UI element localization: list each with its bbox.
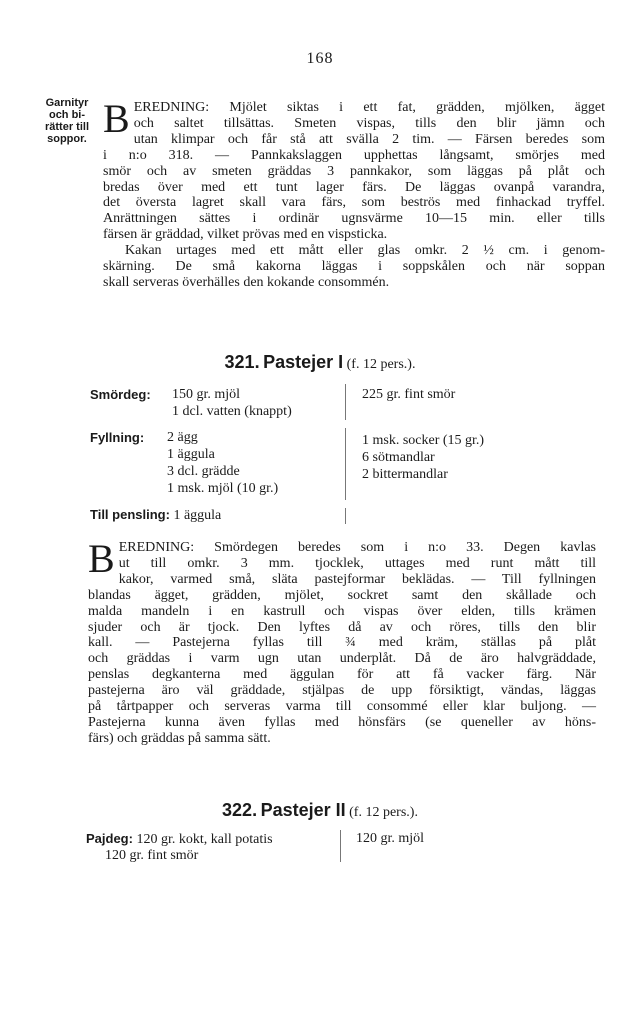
text-line: malda mandeln i en kastrull och vispas över elden, tills krämen <box>88 603 596 619</box>
text-line: sjuder och är tjock. Den lyftes då av och röres, tills den blir <box>88 619 596 635</box>
margin-note <box>34 97 100 145</box>
margin-note-line: och bi- <box>48 109 86 121</box>
dropcap: B <box>103 96 130 141</box>
text-line: och saltet tillsättas. Smeten vispas, tills den blir jämn och <box>133 115 605 131</box>
column-divider <box>340 830 341 862</box>
page-number: 168 <box>306 50 334 67</box>
pajdeg-right-list <box>356 830 424 847</box>
text-line: på tårtpapper och serveras varma till consommé eller klar buljong. — <box>88 699 596 715</box>
column-divider <box>345 508 346 524</box>
text-line: utan klimpar och får stå att svälla 2 tim. — Färsen beredes som <box>133 131 605 147</box>
column-divider <box>345 384 346 420</box>
smordeg-label: Smördeg: <box>90 387 151 402</box>
text-line: i n:o 318. — Pannkakslaggen upphettas långsamt, smörjes med <box>103 147 605 163</box>
margin-note-line: rätter till <box>44 121 89 133</box>
ingredient: 6 sötmandlar <box>362 450 435 465</box>
text-line: färsen är gräddad, vilket prövas med en vispsticka. <box>103 227 388 243</box>
ingredient: 120 gr. mjöl <box>356 831 425 846</box>
text-line: Pastejerna kunna även fyllas med hönsfärs (se queneller av höns- <box>88 714 596 730</box>
servings-note: (f. 12 pers.). <box>349 805 418 820</box>
text-line: det översta lagret skall vara färs, som beströs med finhackad tryffel. <box>103 195 605 211</box>
text-line: penslas degkanterna med äggulan för att få vacker färg. När <box>88 667 596 683</box>
text-line: skall serveras överhälles den kokande consommén. <box>103 274 390 290</box>
pajdeg-row <box>86 830 273 848</box>
recipe-number: 322. <box>222 800 258 820</box>
text-line: bredas över med ett tunt lager färs. De läggas ovanpå varandra, <box>103 179 605 195</box>
recipe-321-heading <box>0 352 640 373</box>
text-line: blandas ägget, grädden, mjölet, sockret samt den skållade och <box>88 587 596 603</box>
text-line: smör och av smeten gräddas 3 pannkakor, som läggas på plåt och <box>103 163 605 179</box>
ingredient: 1 dcl. vatten (knappt) <box>172 404 292 419</box>
text-line: kall. — Pastejerna fyllas till ¾ med kräm, ställas på plåt <box>88 635 596 651</box>
recipe-title: Pastejer II <box>260 800 346 820</box>
column-divider <box>345 428 346 500</box>
smordeg-left-list <box>172 386 292 420</box>
margin-note-line: soppor. <box>47 133 87 145</box>
text-line: och gräddas i varm ugn utan underplåt. Då de äro halvgräddade, <box>88 651 596 667</box>
recipe-title: Pastejer I <box>263 352 344 372</box>
recipe-number: 321. <box>224 352 260 372</box>
ingredient: 2 ägg <box>167 430 198 445</box>
margin-note-line: Garnityr <box>45 97 89 109</box>
text-line: pastejerna äro väl gräddade, stjälpas de upp försiktigt, vändas, läggas <box>88 683 596 699</box>
text-line: Anrättningen sättes i ordinär ugnsvärme 10—15 min. eller tills <box>103 211 605 227</box>
text-line: ut till omkr. 3 mm. tjocklek, uttages med runt mått till <box>118 555 596 571</box>
pensling-row <box>90 506 221 524</box>
ingredient: 120 gr. kokt, kall potatis <box>136 832 273 847</box>
ingredient: 120 gr. fint smör <box>105 848 199 863</box>
ingredient: 3 dcl. grädde <box>167 464 240 479</box>
ingredient: 1 äggula <box>167 447 215 462</box>
fyllning-right-list <box>362 432 484 483</box>
pensling-value: 1 äggula <box>173 508 222 523</box>
recipe-321-method <box>88 536 596 747</box>
ingredient: 225 gr. fint smör <box>362 387 456 402</box>
text-line: EREDNING: Smördegen beredes som i n:o 33. Degen kavlas <box>118 540 596 555</box>
ingredient: 1 msk. socker (15 gr.) <box>362 433 485 448</box>
fyllning-left-list <box>167 429 278 497</box>
smordeg-right-list <box>362 386 455 403</box>
fyllning-label: Fyllning: <box>90 430 145 445</box>
intro-paragraph <box>103 96 605 291</box>
recipe-322-heading <box>0 800 640 821</box>
dropcap: B <box>88 536 115 581</box>
ingredient: 150 gr. mjöl <box>172 387 241 402</box>
ingredient: 2 bittermandlar <box>362 467 448 482</box>
text-line: kakor, varmed små, släta pastejformar beklädas. — Till fyllningen <box>118 571 596 587</box>
text-line: skärning. De små kakorna läggas i soppskålen och när soppan <box>103 259 605 275</box>
pajdeg-left-list <box>105 847 198 864</box>
servings-note: (f. 12 pers.). <box>346 357 416 372</box>
pajdeg-label: Pajdeg: <box>86 831 133 846</box>
text-line: färs) och gräddas på samma sätt. <box>88 730 271 746</box>
pensling-label: Till pensling: <box>90 507 170 522</box>
text-line: Kakan urtages med ett mått eller glas omkr. 2 ½ cm. i genom- <box>125 243 605 259</box>
ingredient: 1 msk. mjöl (10 gr.) <box>167 481 279 496</box>
text-line: EREDNING: Mjölet siktas i ett fat, grädden, mjölken, ägget <box>133 100 605 115</box>
